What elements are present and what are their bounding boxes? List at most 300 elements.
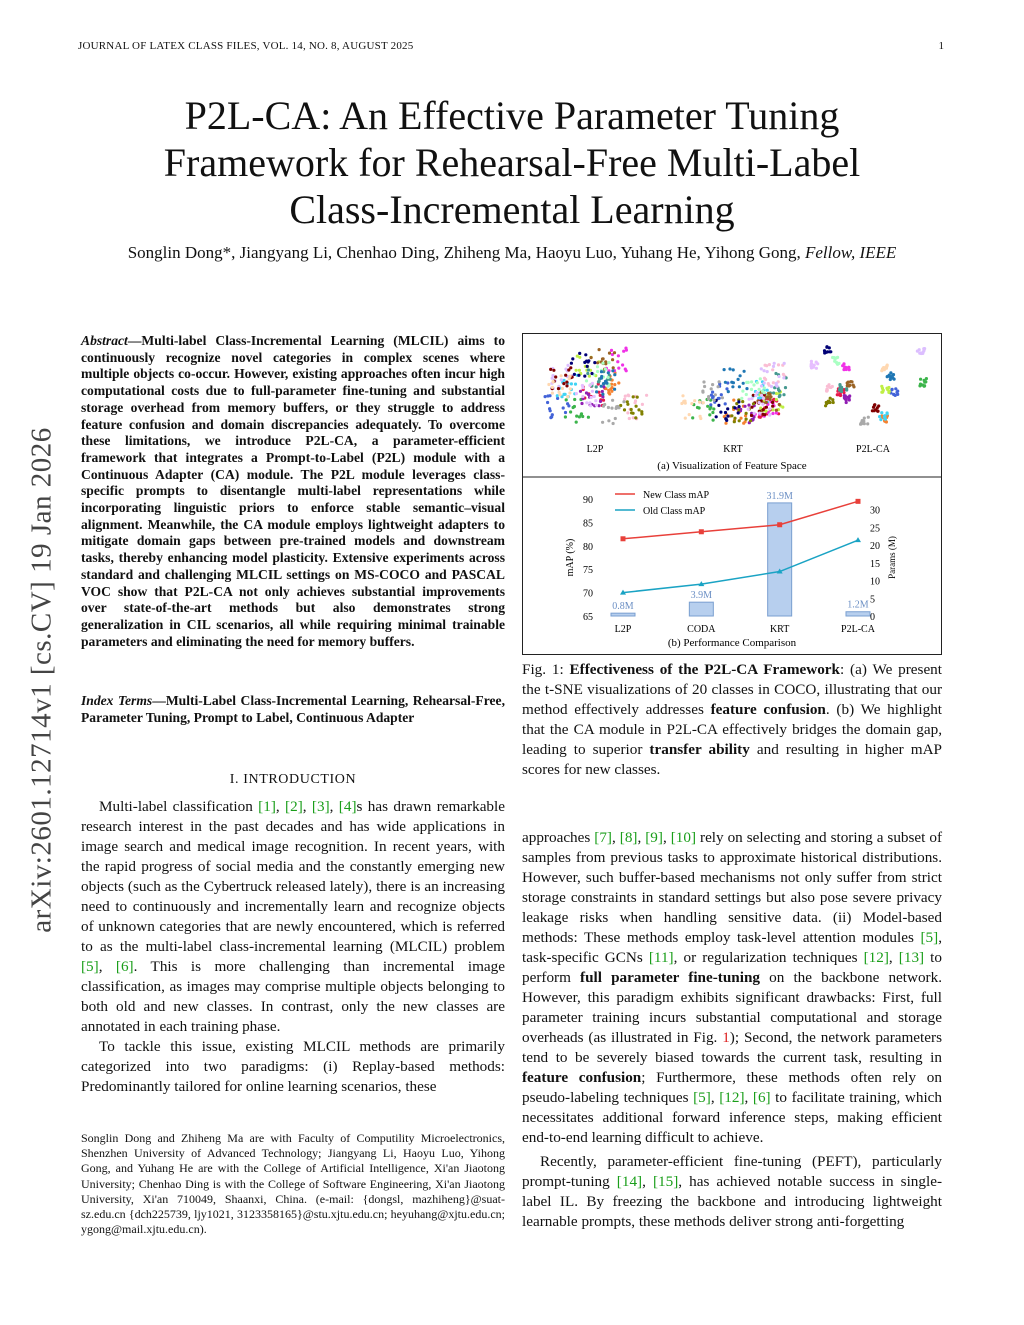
tsne-point xyxy=(624,368,627,371)
citation-link[interactable]: [9] xyxy=(645,829,663,846)
tsne-point xyxy=(713,399,716,402)
citation-link[interactable]: [10] xyxy=(670,829,697,846)
running-header: JOURNAL OF LATEX CLASS FILES, VOL. 14, NO. 8, AUGUST 2025 xyxy=(78,40,414,52)
tsne-point xyxy=(775,392,778,395)
tsne-point xyxy=(579,390,582,393)
tsne-point xyxy=(624,395,627,398)
tsne-point xyxy=(565,384,568,387)
legend-label: Old Class mAP xyxy=(643,506,706,517)
tsne-point xyxy=(758,388,761,391)
tsne-point xyxy=(602,357,605,360)
tsne-point xyxy=(607,419,610,422)
tsne-point xyxy=(815,367,818,370)
section-title: INTRODUCTION xyxy=(243,772,357,787)
tsne-point xyxy=(717,404,720,407)
tsne-point xyxy=(595,390,598,393)
tsne-point xyxy=(596,370,599,373)
tsne-point xyxy=(601,362,604,365)
tsne-point xyxy=(598,348,601,351)
tsne-point xyxy=(784,386,787,389)
tsne-point xyxy=(703,385,706,388)
y-tick-left: 80 xyxy=(583,541,593,553)
tsne-point xyxy=(600,370,603,373)
tsne-point xyxy=(741,400,744,403)
tsne-point xyxy=(724,422,727,425)
tsne-point xyxy=(551,392,554,395)
tsne-point xyxy=(575,415,578,418)
tsne-point xyxy=(594,399,597,402)
tsne-point xyxy=(634,401,637,404)
tsne-point xyxy=(740,397,743,400)
tsne-point xyxy=(556,397,559,400)
y-tick-right: 0 xyxy=(870,612,875,623)
tsne-point xyxy=(628,417,631,420)
y-tick-right: 20 xyxy=(870,541,880,553)
tsne-point xyxy=(766,370,769,373)
tsne-point xyxy=(608,352,611,355)
tsne-point xyxy=(590,396,593,399)
y-tick-right: 30 xyxy=(870,505,880,517)
tsne-point xyxy=(562,382,565,385)
tsne-point xyxy=(731,385,734,388)
tsne-point xyxy=(546,394,549,397)
tsne-point xyxy=(919,378,922,381)
tsne-point xyxy=(712,407,715,410)
tsne-point xyxy=(737,408,740,411)
tsne-point xyxy=(775,398,778,401)
tsne-point xyxy=(760,367,763,370)
tsne-point xyxy=(616,360,619,363)
tsne-point xyxy=(598,380,601,383)
tsne-point xyxy=(719,411,722,414)
tsne-label: KRT xyxy=(723,444,743,455)
tsne-point xyxy=(739,374,742,377)
tsne-point xyxy=(564,374,567,377)
citation-link[interactable]: [13] xyxy=(898,949,925,966)
citation-link[interactable]: [14] xyxy=(616,1173,643,1190)
tsne-label: P2L-CA xyxy=(856,444,890,455)
author-names: Songlin Dong*, Jiangyang Li, Chenhao Ding, Zhiheng Ma, Haoyu Luo, Yuhang He, Yihong Gong, xyxy=(127,243,801,262)
tsne-point xyxy=(611,369,614,372)
citation-link[interactable]: [4] xyxy=(338,798,357,815)
section-heading xyxy=(81,772,505,788)
tsne-point xyxy=(923,384,926,387)
tsne-point xyxy=(919,383,922,386)
tsne-point xyxy=(771,408,774,411)
tsne-point xyxy=(730,381,733,384)
tsne-point xyxy=(880,385,883,388)
tsne-point xyxy=(611,358,614,361)
tsne-point xyxy=(848,384,851,387)
tsne-point xyxy=(923,381,926,384)
tsne-point xyxy=(728,367,731,370)
tsne-point xyxy=(630,408,633,411)
caption-label: Fig. 1: xyxy=(522,661,564,678)
tsne-point xyxy=(709,403,712,406)
tsne-point xyxy=(604,380,607,383)
tsne-point xyxy=(590,372,593,375)
tsne-point xyxy=(873,404,876,407)
tsne-point xyxy=(585,401,588,404)
tsne-point xyxy=(575,421,578,424)
tsne-point xyxy=(708,407,711,410)
citation-link[interactable]: [6] xyxy=(115,958,134,975)
x-tick-label: L2P xyxy=(614,624,632,635)
tsne-point xyxy=(860,421,863,424)
tsne-point xyxy=(626,411,629,414)
tsne-point xyxy=(885,387,888,390)
tsne-point xyxy=(578,356,581,359)
tsne-point xyxy=(766,389,769,392)
tsne-point xyxy=(848,368,851,371)
tsne-point xyxy=(601,421,604,424)
tsne-point xyxy=(895,391,898,394)
tsne-point xyxy=(747,408,750,411)
tsne-point xyxy=(640,410,643,413)
tsne-point xyxy=(762,397,765,400)
intro-paragraph-2: To tackle this issue, existing MLCIL methods are primarily categorized into two paradigms: (i) Replay-based methods: Predominantly tailored for online learning scenarios, these xyxy=(81,1038,505,1095)
performance-chart xyxy=(565,490,897,649)
tsne-point xyxy=(583,361,586,364)
tsne-point xyxy=(747,381,750,384)
tsne-point xyxy=(743,405,746,408)
citation-link[interactable]: [5] xyxy=(693,1089,711,1106)
tsne-point xyxy=(760,394,763,397)
tsne-point xyxy=(754,394,757,397)
citation-link[interactable]: [3] xyxy=(311,798,330,815)
tsne-point xyxy=(551,374,554,377)
tsne-point xyxy=(596,365,599,368)
tsne-point xyxy=(560,374,563,377)
tsne-point xyxy=(810,365,813,368)
tsne-point xyxy=(588,384,591,387)
tsne-point xyxy=(544,395,547,398)
x-tick-label: CODA xyxy=(687,624,716,635)
tsne-point xyxy=(720,393,723,396)
tsne-point xyxy=(546,401,549,404)
tsne-point xyxy=(591,382,594,385)
tsne-point xyxy=(737,400,740,403)
tsne-point xyxy=(886,412,889,415)
tsne-point xyxy=(699,417,702,420)
tsne-point xyxy=(627,394,630,397)
tsne-point xyxy=(765,406,768,409)
tsne-point xyxy=(724,417,727,420)
tsne-point xyxy=(767,382,770,385)
tsne-point xyxy=(588,401,591,404)
tsne-point xyxy=(769,413,772,416)
tsne-point xyxy=(883,416,886,419)
tsne-point xyxy=(747,404,750,407)
tsne-point xyxy=(617,381,620,384)
tsne-point xyxy=(688,413,691,416)
tsne-point xyxy=(749,419,752,422)
tsne-point xyxy=(604,368,607,371)
tsne-point xyxy=(554,375,557,378)
tsne-point xyxy=(845,388,848,391)
tsne-point xyxy=(691,416,694,419)
tsne-point xyxy=(738,385,741,388)
tsne-point xyxy=(863,417,866,420)
citation-link[interactable]: [12] xyxy=(719,1089,745,1106)
tsne-point xyxy=(876,410,879,413)
tsne-point xyxy=(843,396,846,399)
tsne-point xyxy=(750,414,753,417)
tsne-point xyxy=(682,400,685,403)
tsne-point xyxy=(637,408,640,411)
tsne-point xyxy=(718,380,721,383)
tsne-point xyxy=(825,389,828,392)
tsne-point xyxy=(562,406,565,409)
tsne-point xyxy=(574,383,577,386)
tsne-point xyxy=(782,376,785,379)
series-line xyxy=(623,540,858,592)
tsne-point xyxy=(813,364,816,367)
y-tick-left: 90 xyxy=(583,495,593,506)
tsne-point xyxy=(842,362,845,365)
tsne-point xyxy=(845,368,848,371)
tsne-point xyxy=(836,362,839,365)
citation-link[interactable]: [11] xyxy=(648,949,674,966)
citation-link[interactable]: [5] xyxy=(920,929,939,946)
tsne-point xyxy=(575,369,578,372)
tsne-point xyxy=(839,394,842,397)
citation-link[interactable]: [1] xyxy=(258,798,276,815)
tsne-point xyxy=(769,395,772,398)
tsne-point xyxy=(764,410,767,413)
tsne-point xyxy=(598,404,601,407)
tsne-point xyxy=(585,391,588,394)
tsne-point xyxy=(778,395,781,398)
param-bar xyxy=(846,612,870,616)
tsne-point xyxy=(571,357,574,360)
citation-link[interactable]: [8] xyxy=(619,829,638,846)
tsne-point xyxy=(743,370,746,373)
tsne-point xyxy=(758,412,761,415)
series-point xyxy=(856,499,861,504)
tsne-point xyxy=(777,388,780,391)
tsne-point xyxy=(738,405,741,408)
y-tick-left: 75 xyxy=(583,565,593,577)
tsne-point xyxy=(607,406,610,409)
tsne-point xyxy=(702,401,705,404)
tsne-point xyxy=(635,405,638,408)
tsne-point xyxy=(737,378,740,381)
tsne-point xyxy=(770,385,773,388)
citation-link[interactable]: [5] xyxy=(81,958,99,975)
arxiv-stamp xyxy=(12,380,72,980)
tsne-point xyxy=(711,391,714,394)
tsne-point xyxy=(596,361,599,364)
tsne-point xyxy=(750,380,753,383)
tsne-point xyxy=(724,381,727,384)
tsne-label: L2P xyxy=(586,444,604,455)
tsne-point xyxy=(711,383,714,386)
tsne-point xyxy=(760,384,763,387)
tsne-point xyxy=(601,390,604,393)
tsne-point xyxy=(777,375,780,378)
citation-link[interactable]: [15] xyxy=(652,1173,679,1190)
legend-label: New Class mAP xyxy=(643,490,710,501)
tsne-point xyxy=(607,376,610,379)
abstract-text: —Multi-label Class-Incremental Learning (MLCIL) aims to continuously recognize novel categories in complex scenes where multiple objects co-occur. However, existing approaches often incur high computational costs due to full-parameter fine-tuning and substantial storage overhead from memory buffers, or they struggle to address feature confusion and domain discrepancies adequately. To overcome these limitations, we introduce P2L-CA, a parameter-efficient framework that integrates a Prompt-to-Label (P2L) module with a Continuous Adapter (CA) module. The P2L module leverages class-specific prompts to disentangle multi-label representations while incorporating linguistic priors to enforce stable semantic–visual alignment. Meanwhile, the CA module employs lightweight adapters to mitigate domain gaps between pre-trained models and downstream tasks, thereby enhancing model plasticity. Extensive experiments across standard and challenging MLCIL settings on MS-COCO and PASCAL VOC show that P2L-CA not only achieves substantial improvements over state-of-the-art methods but also demonstrates strong generalization in CIL scenarios, all while requiring minimal trainable parameters and eliminating the need for memory buffers. xyxy=(81,333,505,649)
tsne-point xyxy=(879,418,882,421)
tsne-point xyxy=(612,366,615,369)
citation-link[interactable]: [6] xyxy=(752,1089,771,1106)
tsne-point xyxy=(645,394,648,397)
y-tick-right: 5 xyxy=(870,594,875,606)
tsne-point xyxy=(698,401,701,404)
tsne-point xyxy=(575,392,578,395)
tsne-point xyxy=(745,418,748,421)
citation-link[interactable]: [7] xyxy=(594,829,612,846)
figure-1 xyxy=(522,333,942,655)
tsne-point xyxy=(752,383,755,386)
tsne-point xyxy=(742,382,745,385)
tsne-point xyxy=(727,390,730,393)
tsne-point xyxy=(724,411,727,414)
tsne-point xyxy=(551,386,554,389)
tsne-point xyxy=(710,387,713,390)
tsne-point xyxy=(570,382,573,385)
figure-ref-link[interactable]: 1 xyxy=(722,1029,730,1046)
tsne-point xyxy=(569,366,572,369)
tsne-point xyxy=(595,404,598,407)
tsne-point xyxy=(706,405,709,408)
tsne-point xyxy=(771,368,774,371)
tsne-point xyxy=(886,375,889,378)
tsne-point xyxy=(573,398,576,401)
tsne-point xyxy=(584,353,587,356)
tsne-point xyxy=(595,385,598,388)
tsne-point xyxy=(866,422,869,425)
bar-value-label: 1.2M xyxy=(847,599,869,611)
tsne-point xyxy=(763,377,766,380)
tsne-point xyxy=(614,417,617,420)
tsne-point xyxy=(622,400,625,403)
tsne-point xyxy=(549,416,552,419)
tsne-point xyxy=(702,380,705,383)
citation-link[interactable]: [12] xyxy=(863,949,889,966)
tsne-point xyxy=(919,351,922,354)
tsne-point xyxy=(748,398,751,401)
tsne-point xyxy=(762,408,765,411)
y-tick-left: 70 xyxy=(583,588,593,600)
tsne-point xyxy=(603,403,606,406)
tsne-point xyxy=(613,383,616,386)
y-tick-right: 25 xyxy=(870,523,880,535)
tsne-point xyxy=(891,374,894,377)
tsne-point xyxy=(745,387,748,390)
tsne-point xyxy=(768,407,771,410)
caption-title: Effectiveness of the P2L-CA Framework xyxy=(569,661,840,678)
tsne-point xyxy=(565,398,568,401)
tsne-point xyxy=(569,387,572,390)
tsne-point xyxy=(578,352,581,355)
tsne-point xyxy=(733,406,736,409)
tsne-point xyxy=(607,361,610,364)
x-tick-label: KRT xyxy=(769,624,790,635)
tsne-point xyxy=(625,349,628,352)
tsne-point xyxy=(848,398,851,401)
tsne-point xyxy=(585,379,588,382)
tsne-point xyxy=(570,362,573,365)
tsne-point xyxy=(681,394,684,397)
tsne-point xyxy=(599,400,602,403)
bar-value-label: 31.9M xyxy=(766,490,793,502)
tsne-point xyxy=(607,389,610,392)
right-paragraph-2: Recently, parameter-efficient fine-tuning (PEFT), particularly prompt-tuning [14], [15], has achieved notable success in single-label IL. By freezing the backbone and introducing lightweight learnable prompts, these methods deliver strong anti-forgetting xyxy=(522,1153,943,1230)
tsne-point xyxy=(701,391,704,394)
tsne-point xyxy=(765,401,768,404)
abstract-label: Abstract xyxy=(81,333,128,348)
tsne-point xyxy=(810,360,813,363)
tsne-point xyxy=(600,385,603,388)
tsne-point xyxy=(580,413,583,416)
tsne-point xyxy=(557,387,560,390)
tsne-point xyxy=(601,393,604,396)
citation-link[interactable]: [2] xyxy=(285,798,303,815)
tsne-point xyxy=(718,397,721,400)
tsne-point xyxy=(894,387,897,390)
tsne-point xyxy=(587,416,590,419)
tsne-point xyxy=(696,406,699,409)
tsne-point xyxy=(758,401,761,404)
tsne-point xyxy=(752,402,755,405)
tsne-point xyxy=(922,347,925,350)
tsne-point xyxy=(613,351,616,354)
tsne-point xyxy=(768,363,771,366)
panel-a-caption: (a) Visualization of Feature Space xyxy=(657,460,807,472)
y-tick-left: 85 xyxy=(583,518,593,530)
tsne-point xyxy=(612,422,615,425)
tsne-point xyxy=(693,399,696,402)
series-point xyxy=(699,529,704,534)
tsne-point xyxy=(581,395,584,398)
tsne-point xyxy=(775,382,778,385)
tsne-point xyxy=(783,362,786,365)
tsne-point xyxy=(775,411,778,414)
tsne-point xyxy=(721,396,724,399)
tsne-point xyxy=(782,373,785,376)
bar-value-label: 0.8M xyxy=(612,601,634,613)
tsne-point xyxy=(623,408,626,411)
tsne-point xyxy=(613,388,616,391)
tsne-point xyxy=(738,419,741,422)
tsne-point xyxy=(761,403,764,406)
y-axis-label-right: Params (M) xyxy=(887,536,897,579)
tsne-point xyxy=(566,364,569,367)
right-column-text xyxy=(522,828,942,1232)
index-terms-label: Index Terms xyxy=(81,693,153,708)
tsne-point xyxy=(578,369,581,372)
tsne-point xyxy=(772,381,775,384)
tsne-point xyxy=(617,406,620,409)
tsne-point xyxy=(549,368,552,371)
y-axis-label-left: mAP (%) xyxy=(565,538,576,577)
tsne-point xyxy=(918,348,921,351)
tsne-point xyxy=(755,391,758,394)
tsne-point xyxy=(871,409,874,412)
tsne-point xyxy=(562,393,565,396)
y-tick-right: 15 xyxy=(870,558,880,570)
section-number: I. xyxy=(229,772,240,787)
series-point xyxy=(855,537,861,542)
tsne-point xyxy=(621,363,624,366)
tsne-point xyxy=(552,380,555,383)
tsne-point xyxy=(636,396,639,399)
tsne-point xyxy=(641,403,644,406)
